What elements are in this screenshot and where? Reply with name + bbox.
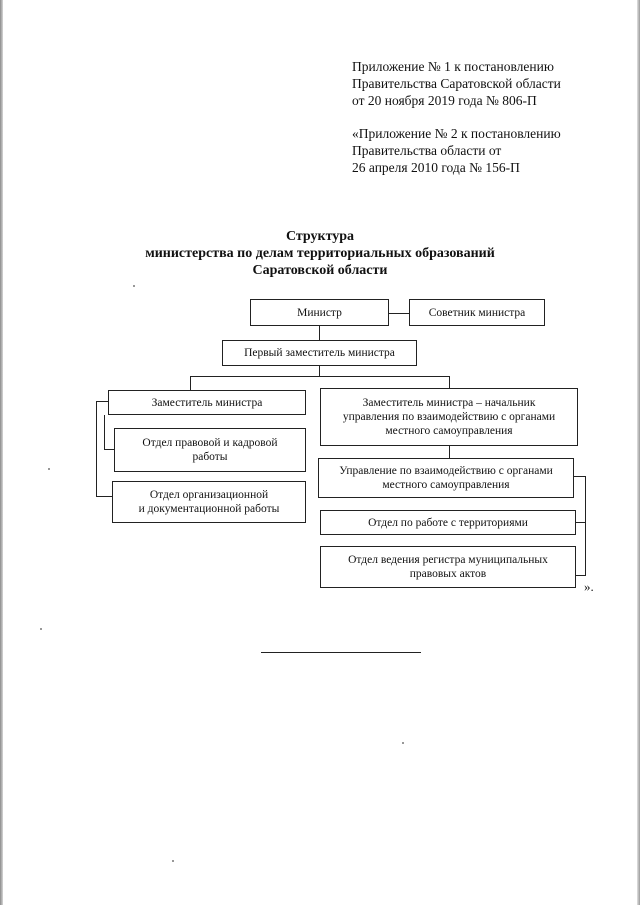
box-org-doc-line-1: Отдел организационной: [149, 489, 269, 501]
box-territories-label: Отдел по работе с территориями: [368, 516, 528, 529]
connector-to-deputy-head: [449, 376, 450, 388]
title-line-2: министерства по делам территориальных образований: [145, 246, 495, 261]
appendix-2-line-2: Правительства области от: [352, 143, 502, 158]
box-deputy-minister: [108, 390, 306, 415]
connector-minister-advisor: [389, 313, 409, 314]
box-advisor: [409, 299, 545, 326]
box-org-doc-dept: [112, 481, 306, 523]
connector-horizontal-split: [190, 376, 450, 377]
connector-deputy-legal: [104, 415, 105, 450]
scan-speck: [172, 860, 174, 862]
connector-left-bracket-top: [96, 401, 108, 402]
box-first-deputy-label: Первый заместитель министра: [244, 347, 395, 359]
appendix-1-line-1: Приложение № 1 к постановлению: [352, 59, 554, 74]
box-minister-label: Министр: [297, 306, 342, 319]
connector-right-to-registry: [576, 575, 586, 576]
appendix-1-line-3: от 20 ноября 2019 года № 806-П: [352, 93, 537, 108]
box-local-gov-line-2: местного самоуправления: [382, 479, 510, 491]
box-advisor-label: Советник министра: [428, 306, 526, 319]
connector-left-bracket-vertical: [96, 401, 97, 497]
appendix-2-line-1: «Приложение № 2 к постановлению: [352, 126, 561, 141]
box-legal-hr-dept: [114, 428, 306, 472]
box-deputy-head-line-3: местного самоуправления: [385, 425, 513, 437]
appendix-1-line-2: Правительства Саратовской области: [352, 76, 561, 91]
connector-to-deputy: [190, 376, 191, 390]
box-territories-dept: [320, 510, 576, 535]
appendix-2-header: [352, 125, 561, 176]
title-line-1: Структура: [285, 229, 355, 244]
connector-right-bracket-vertical: [585, 476, 586, 576]
box-local-gov-line-1: Управление по взаимодействию с органами: [339, 465, 553, 477]
box-legal-hr-line-2: работы: [192, 451, 228, 463]
scan-speck: [402, 742, 404, 744]
closing-quote: ».: [584, 579, 594, 594]
scan-speck: [133, 285, 135, 287]
connector-deputy-legal-tick: [104, 449, 114, 450]
box-legal-hr-line-1: Отдел правовой и кадровой: [142, 437, 278, 449]
title-line-3: Саратовской области: [252, 263, 388, 278]
appendix-1-header: [352, 58, 561, 109]
box-local-gov-directorate: [318, 458, 574, 498]
appendix-2-line-3: 26 апреля 2010 года № 156-П: [352, 160, 520, 175]
box-registry-dept: [320, 546, 576, 588]
box-registry-line-2: правовых актов: [409, 568, 487, 580]
connector-left-bracket-bottom: [96, 496, 112, 497]
scan-speck: [40, 628, 42, 630]
connector-deputy-head-directorate: [449, 446, 450, 458]
document-title: [120, 228, 520, 279]
connector-right-bracket-top: [574, 476, 586, 477]
connector-right-to-territories: [576, 522, 586, 523]
box-registry-line-1: Отдел ведения регистра муниципальных: [348, 554, 548, 566]
box-deputy-head-line-1: Заместитель министра – начальник: [362, 397, 536, 409]
footer-separator-line: [261, 652, 421, 653]
box-minister: [250, 299, 389, 326]
box-deputy-head-line-2: управления по взаимодействию с органами: [342, 411, 556, 423]
box-org-doc-line-2: и документационной работы: [138, 503, 280, 515]
scan-speck: [48, 468, 50, 470]
connector-first-deputy-down: [319, 366, 320, 376]
box-deputy-minister-label: Заместитель министра: [151, 396, 263, 409]
connector-minister-first-deputy: [319, 325, 320, 340]
box-first-deputy: [222, 340, 417, 366]
scan-edge-left: [0, 0, 3, 905]
box-deputy-head: [320, 388, 578, 446]
